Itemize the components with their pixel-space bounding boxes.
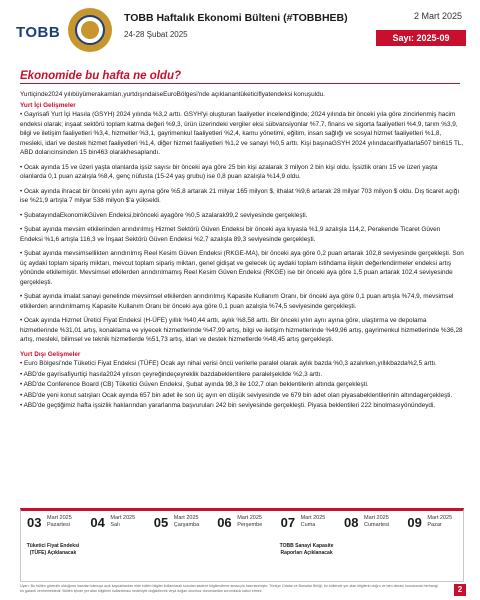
domestic-item: • Ocak ayında 15 ve üzeri yaşta olanlarda işsiz sayısı bir önceki aya göre 25 bin kişi azalarak 3 milyon 2 bin kişi oldu. İşsizlik oranı 15 ve üzeri yaşta olanlarda 0,1 puan azalışla %8,4, genç nüfusta (15-24 yaş grubu) ise 0,8 puan azalışla %14,9 oldu. bbox=[20, 163, 438, 180]
calendar-month: Mart 2025 bbox=[47, 515, 72, 521]
calendar-day bbox=[401, 511, 464, 582]
calendar-day-number: 09 bbox=[407, 515, 422, 530]
calendar-event: TOBB Sanayi Kapasite Raporları Açıklanacak bbox=[279, 543, 334, 556]
foreign-item: • ABD'de geçtiğimiz hafta işsizlik haklarından yararlanma başvuruları 242 bin seviyesinde gerçekleşti. Piyasa beklentileri 222 binolmasıyönündeydi. bbox=[20, 402, 436, 409]
calendar-day-number: 07 bbox=[280, 515, 296, 530]
bulletin-title: TOBB Haftalık Ekonomi Bülteni (#TOBBHEB) bbox=[124, 12, 348, 24]
calendar-weekday: Pazar bbox=[427, 522, 442, 528]
foreign-item: • Euro Bölgesi'nde Tüketici Fiyat Endeksi (TÜFE) Ocak ayı nihai verisi öncü verilerle paralel olarak aylık bazda %0,3 azalırken,yıllıkbazda%2,5 arttı. bbox=[20, 360, 437, 367]
bulletin-date-range: 24-28 Şubat 2025 bbox=[124, 30, 188, 39]
page-number: 2 bbox=[454, 584, 466, 596]
foreign-item: • ABD'de gayrisafiyurtiçi hasıla2024 yılıson çeyreğindeçeyreklik bazdabeklentilere paralelşekilde %2,3 arttı. bbox=[20, 370, 323, 378]
calendar-day bbox=[211, 511, 274, 582]
calendar-weekday: Perşembe bbox=[237, 522, 263, 528]
calendar-day bbox=[148, 511, 211, 582]
calendar-weekday: Pazartesi bbox=[47, 522, 70, 528]
foreign-item: • ABD'de yeni konut satışları Ocak ayında 657 bin adet ile son üç ayın en düşük seviyesinde ve 679 bin adet olan piyasabeklentilerinin altındagerçekleşti. bbox=[20, 391, 453, 399]
calendar-day bbox=[84, 511, 147, 582]
calendar-month: Mart 2025 bbox=[110, 515, 136, 521]
calendar-day-number: 04 bbox=[90, 515, 105, 530]
calendar-day-number: 03 bbox=[27, 515, 42, 530]
tobb-logo-text: TOBB bbox=[16, 24, 61, 41]
calendar-day bbox=[338, 511, 401, 582]
calendar-month: Mart 2025 bbox=[364, 515, 389, 521]
domestic-item: • ŞubatayındaEkonomikGüven Endeksi,birönceki ayagöre %0,5 azalarak99,2 seviyesinde gerçekleşti. bbox=[20, 211, 308, 219]
calendar-day-number: 06 bbox=[217, 515, 232, 530]
calendar-event: Tüketici Fiyat Endeksi (TÜFE) Açıklanacak bbox=[26, 543, 80, 556]
domestic-item: • Ocak ayında Hizmet Üretici Fiyat Endeksi (H-ÜFE) yıllık %40,44 arttı, aylık %8,58 arttı. Bir önceki yılın aynı ayına göre, ulaştırma ve depolama hizmetlerinde %31,01 artış, konaklama ve yiyecek hizmetlerinde %47,99 artış, bilgi ve iletişim hizmetlerinde %49,96 artış, gayrimenkul hizmetlerinde %36,28 artış, mesleki, bilimsel ve teknik hizmetlerde %51,73 artış, idari ve destek hizmetlerde %48,45 artış gerçekleşti. bbox=[20, 317, 463, 343]
calendar-weekday: Salı bbox=[110, 522, 120, 528]
calendar-month: Mart 2025 bbox=[237, 515, 262, 521]
intro-text: Yurtiçinde2024 yılıbüyümerakamları,yurtdışındaiseEuroBölgesi'nde açıklanantüketiciflyatendeksi konuşuldu. bbox=[20, 91, 325, 98]
disclaimer-footnote: Uyarı: Bu bülten güvenilir olduğuna inanılan kamuya açık kaynaklardan elde edilen bilgiler kullanılarak sunulan sadece bilgilendirme amacıyla hazırlanmıştır. Türkiye Odalar ve Borsalar Birliği, bu bültende yer alan bilgilerin doğru ve tam olması konusunda herhangi bir garanti vermemektedir. Bülten içinde yer alan bilgilerin kullanılması nedeniyle doğabilecek veya doğan olumsuz durumlardan sorumluluk kabul etmez. bbox=[20, 584, 438, 593]
domestic-item: • Şubat ayında imalat sanayi genelinde mevsimsel etkilerden arındırılmış Kapasite Kullanım Oranı, bir önceki aya göre 0,1 puan artışla %74,9, mevsimsel etkilerden arındırılmamış Kapasite Kullanım Oranı bir önceki aya göre 0,1 puan azalışla %74,5 seviyesinde gerçekleşti. bbox=[20, 293, 454, 310]
calendar-weekday: Cuma bbox=[300, 522, 316, 528]
domestic-item: • Gayrisafi Yurt İçi Hasıla (GSYH) 2024 yılında %3,2 arttı. GSYH'yi oluşturan faaliyetler incelendiğinde; 2024 yılında bir önceki yıla göre zincirlenmiş hacim endeksi olarak; inşaat sektörü toplam katma değeri %9,3, ürün üzerindeki vergiler eksi sübvansiyonlar %7,7, finans ve sigorta faaliyetleri %4,9, tarım %3,9, bilgi ve iletişim faaliyetleri %3,4, hizmetler %3,1, gayrimenkul faaliyetleri %2,4, kamu yönetimi, eğitim, insan sağlığı ve sosyal hizmet faaliyetleri %1,8, mesleki, idari ve destek hizmet faaliyetleri %1,4, diğer hizmet faaliyetleri %1,2 ve sanayi %0,5 arttı. Kişi başınaGSYH 2024 yılındacariflyatlarla507 bin615 TL, ABD dolarıcinsinden 15 bin463 olarakhesaplandı. bbox=[20, 111, 464, 156]
domestic-heading: Yurt İçi Gelişmeler bbox=[20, 101, 76, 109]
issue-badge: Sayı: 2025-09 bbox=[376, 30, 466, 46]
section-title: Ekonomide bu hafta ne oldu? bbox=[20, 70, 460, 84]
tobb-emblem-icon bbox=[68, 8, 112, 52]
calendar-day bbox=[21, 511, 84, 582]
calendar-day-number: 05 bbox=[153, 515, 169, 530]
calendar-month: Mart 2025 bbox=[173, 515, 199, 521]
domestic-item: • Şubat ayında mevsimsellikten arındırılmış Reel Kesim Güven Endeksi (RKGE-MA), bir önceki aya göre 0,2 puan artarak 102,8 seviyesinde gerçekleşti. Son üç aydaki toplam sipariş miktarı, mevcut toplam sipariş miktarı, genel gidişat ve gelecek üç aydaki toplam istihdama ilişkin değerlendirmeler endeksi artış yönünde etkilemiştir. Mevsimsel etkilerden arındırılmamış Reel Kesim Güven Endeksi (RKGE) ise bir önceki aya göre 1,5 puan artarak 102,4 seviyesinde gerçekleşti. bbox=[20, 250, 464, 286]
calendar-month: Mart 2025 bbox=[300, 515, 326, 521]
calendar-weekday: Çarşamba bbox=[173, 522, 200, 528]
domestic-item: • Şubat ayında mevsim etkilerinden arındırılmış Hizmet Sektörü Güven Endeksi bir önceki aya kıyasla %1,9 azalışla 114,2, Perakende Ticaret Güven Endeksi %1,6 artışla 116,3 ve İnşaat Sektörü Güven Endeksi %2,7 azalışla 89,3 seviyesinde gerçekleşti. bbox=[20, 226, 441, 243]
weekly-calendar bbox=[20, 508, 464, 582]
calendar-day bbox=[275, 511, 338, 582]
foreign-item: • ABD'de Conference Board (CB) Tüketici Güven Endeksi, Şubat ayında 98,3 ile 102,7 olan beklentilerin altında gerçekleşti. bbox=[20, 381, 369, 388]
main-content bbox=[20, 90, 464, 412]
calendar-day-number: 08 bbox=[344, 515, 359, 530]
domestic-item: • Ocak ayında ihracat bir önceki yılın aynı ayına göre %5,8 artarak 21 milyar 165 milyon $, ithalat %9,6 artarak 28 milyar 703 milyon $ oldu. Dış ticaret açığı ise %21,9 artışla 7 milyar 538 milyon $'a yükseldi. bbox=[20, 187, 460, 204]
calendar-weekday: Cumartesi bbox=[364, 522, 390, 528]
publish-date: 2 Mart 2025 bbox=[413, 11, 462, 21]
calendar-month: Mart 2025 bbox=[427, 515, 453, 521]
foreign-heading: Yurt Dışı Gelişmeler bbox=[20, 350, 81, 358]
header bbox=[0, 0, 480, 60]
